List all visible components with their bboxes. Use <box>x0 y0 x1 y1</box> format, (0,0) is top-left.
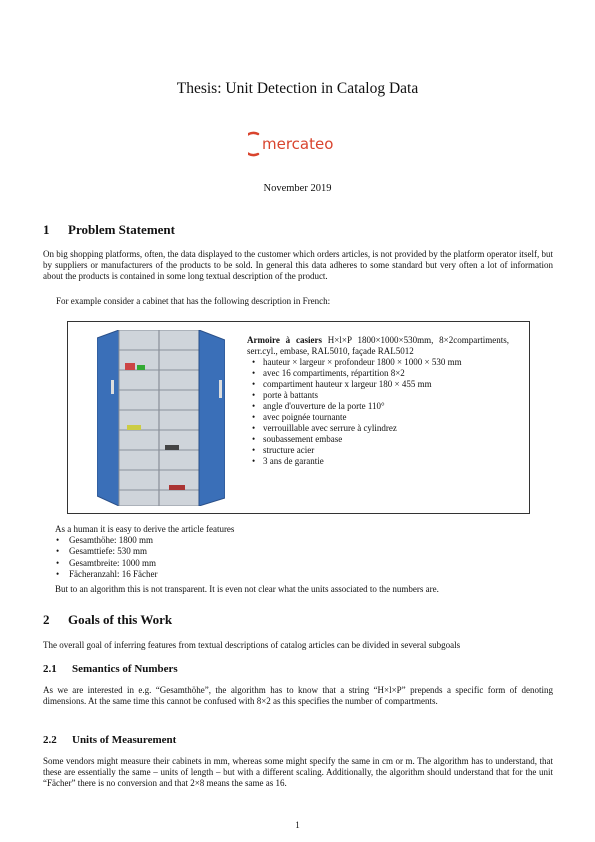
section-number: 2 <box>43 612 50 627</box>
logo-text: mercateo <box>261 135 333 153</box>
list-item: • 3 ans de garantie <box>247 456 509 467</box>
paper-title: Thesis: Unit Detection in Catalog Data <box>176 80 419 97</box>
section-2-paragraph: The overall goal of inferring features from textual descriptions of catalog articles can be divided in several subgoals <box>43 640 461 650</box>
product-feature-list <box>247 357 509 467</box>
section-2-heading <box>43 612 172 628</box>
list-item: • avec poignée tournante <box>247 412 509 423</box>
subsection-2-1-paragraph: As we are interested in e.g. “Gesamthöhe”, the algorithm has to know that a string “H×l×P” prepends a specific form of denoting dimensions. At the same time this cannot be confused with 8×2 as this specifies the number of compartments. <box>43 685 553 706</box>
subsection-number: 2.1 <box>43 663 57 675</box>
list-item: • hauteur × largeur × profondeur 1800 × 1000 × 530 mm <box>247 357 509 368</box>
product-spec: H×l×P 1800×1000×530mm, 8×2compartiments, serr.cyl., embase, RAL5010, façade RAL5012 <box>247 335 509 356</box>
list-item: • avec 16 compartiments, répartition 8×2 <box>247 368 509 379</box>
section-1-heading <box>43 222 175 238</box>
list-item: • soubassement embase <box>247 434 509 445</box>
closing-text: But to an algorithm this is not transparent. It is even not clear what the units associated to the numbers are. <box>55 584 439 594</box>
logo-icon <box>248 128 348 158</box>
feature-list <box>55 535 157 580</box>
subsection-number: 2.2 <box>43 734 57 746</box>
product-name: Armoire à casiers <box>247 335 322 345</box>
mercateo-logo <box>0 128 595 162</box>
list-item: • compartiment hauteur x largeur 180 × 455 mm <box>247 379 509 390</box>
section-1-paragraph: On big shopping platforms, often, the data displayed to the customer which orders articles, is not provided by the platform operator itself, but by suppliers or manufacturers of the products to be sold. In general this data adheres to some standard but very often a lot of information about the products is contained in some long textual description of the product. <box>43 249 553 281</box>
list-item: • structure acier <box>247 445 509 456</box>
list-item: • angle d'ouverture de la porte 110° <box>247 401 509 412</box>
subsection-2-1-heading <box>43 663 178 675</box>
paper-date: November 2019 <box>263 183 332 194</box>
after-box-text: As a human it is easy to derive the article features <box>55 524 235 534</box>
list-item: • Gesamtbreite: 1000 mm <box>55 558 157 569</box>
section-1-example-intro: For example consider a cabinet that has the following description in French: <box>56 296 331 306</box>
product-description <box>247 335 509 467</box>
list-item: • Gesamthöhe: 1800 mm <box>55 535 157 546</box>
page-number: 1 <box>295 820 300 830</box>
example-box <box>67 321 530 514</box>
section-number: 1 <box>43 222 50 237</box>
subsection-title: Units of Measurement <box>72 734 177 746</box>
list-item: • porte à battants <box>247 390 509 401</box>
section-title: Goals of this Work <box>68 612 173 627</box>
subsection-2-2-paragraph: Some vendors might measure their cabinets in mm, whereas some might specify the same in cm or m. The algorithm has to understand, that these are essentially the same – units of length – but with a different scaling. Additionally, the algorithm should understand that for the unit “Fächer” there is no conversion and that 2×8 means the same as 16. <box>43 756 553 788</box>
subsection-2-2-heading <box>43 734 176 746</box>
list-item: • Gesamttiefe: 530 mm <box>55 546 157 557</box>
cabinet-image <box>97 330 225 506</box>
list-item: • Fächeranzahl: 16 Fächer <box>55 569 157 580</box>
list-item: • verrouillable avec serrure à cylindrez <box>247 423 509 434</box>
section-title: Problem Statement <box>68 222 175 237</box>
subsection-title: Semantics of Numbers <box>72 663 178 675</box>
